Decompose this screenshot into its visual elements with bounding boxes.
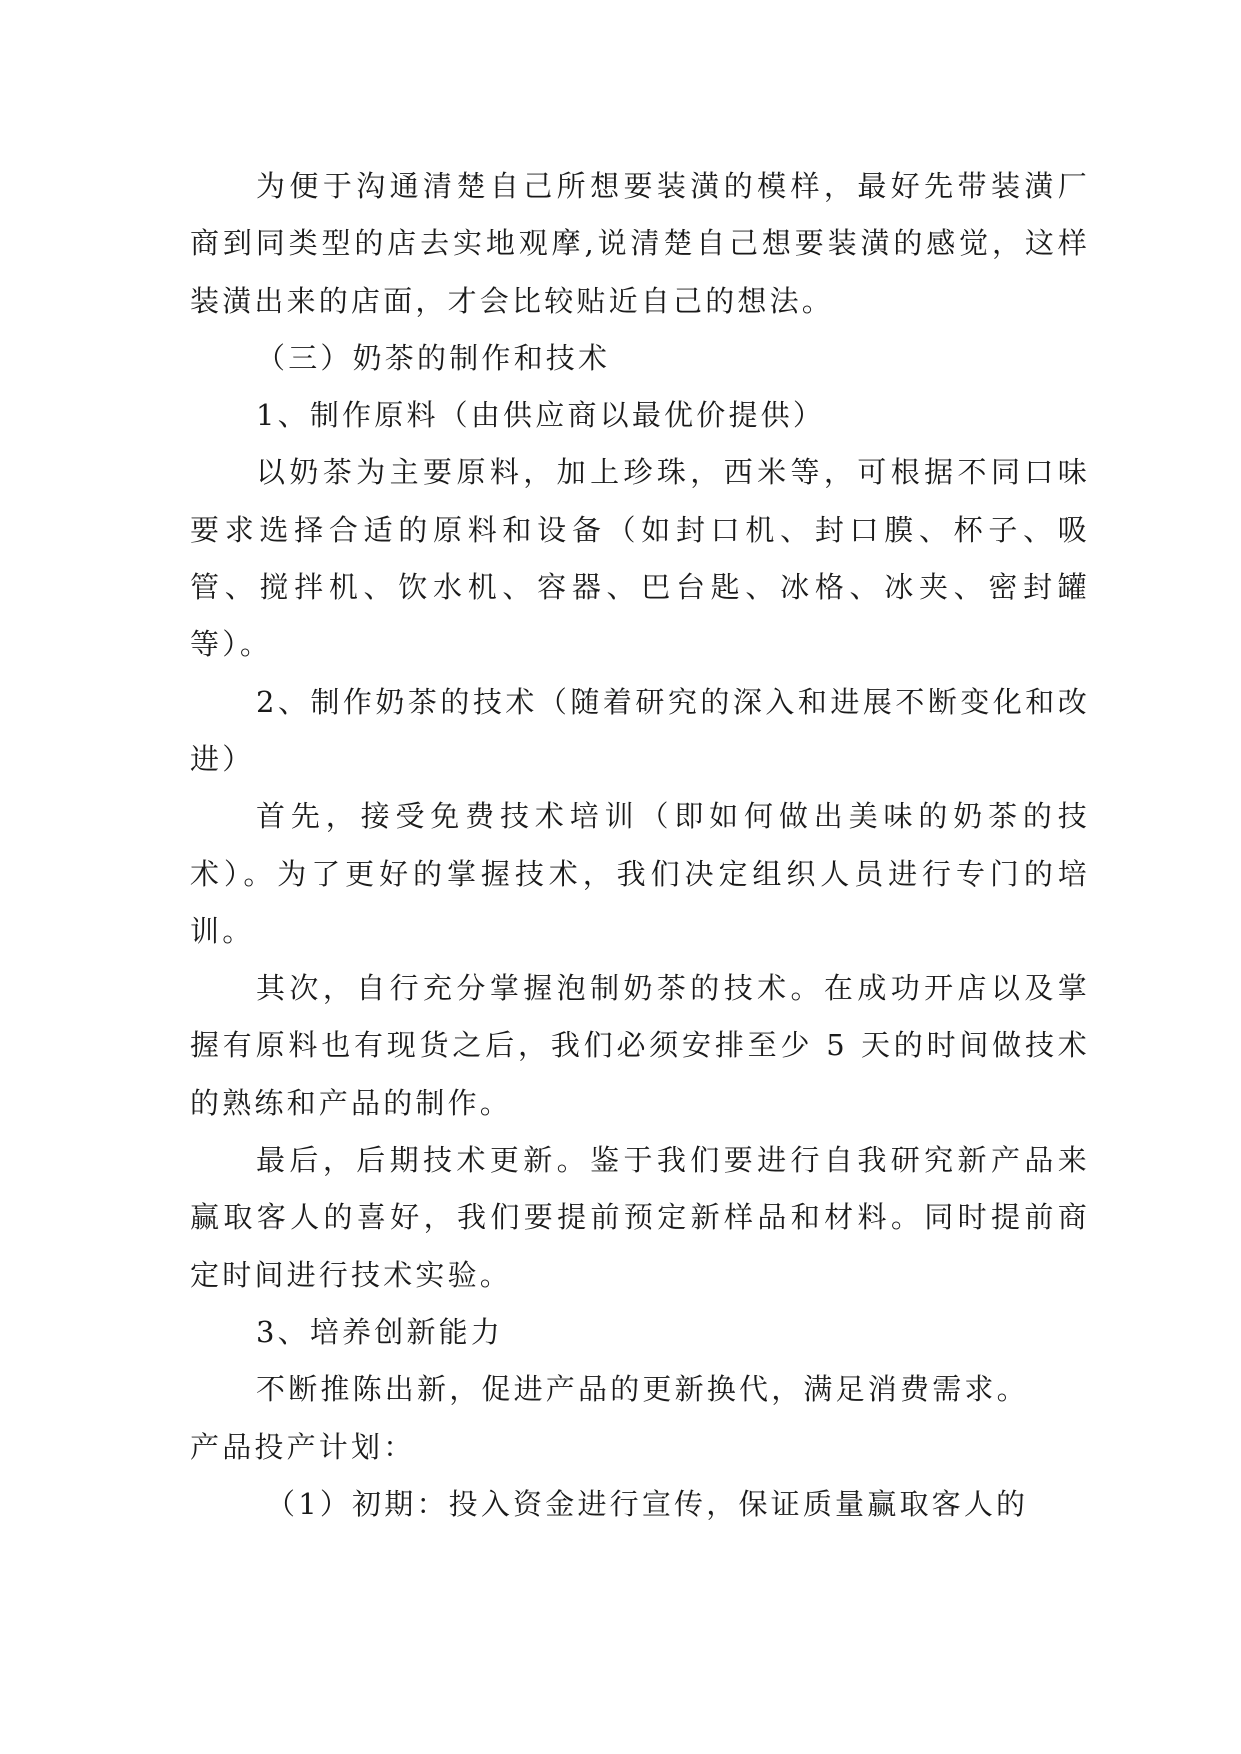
section-heading-milk-tea-production: （三）奶茶的制作和技术 (256, 340, 611, 375)
paragraph-mastery: 其次，自行充分掌握泡制奶茶的技术。在成功开店以及掌握有原料也有现货之后，我们必须安排至少 5 天的时间做技术的熟练和产品的制作。 (190, 971, 1090, 1120)
subheading-innovation: 3、培养创新能力 (256, 1314, 504, 1349)
paragraph-innovation: 不断推陈出新，促进产品的更新换代，满足消费需求。 (256, 1372, 1029, 1407)
subheading-raw-materials: 1、制作原料（由供应商以最优价提供） (256, 398, 826, 433)
list-item-initial-phase: （1）初期：投入资金进行宣传，保证质量赢取客人的 (266, 1486, 1029, 1521)
document-body (190, 158, 1090, 1533)
paragraph-raw-materials: 以奶茶为主要原料，加上珍珠，西米等，可根据不同口味要求选择合适的原料和设备（如封口机、封口膜、杯子、吸管、搅拌机、饮水机、容器、巴台匙、冰格、冰夹、密封罐等）。 (190, 455, 1090, 662)
subheading-production-technique: 2、制作奶茶的技术（随着研究的深入和进展不断变化和改进） (190, 684, 1090, 776)
paragraph-production-plan: 产品投产计划： (190, 1429, 416, 1464)
paragraph-decoration-advice: 为便于沟通清楚自己所想要装潢的模样，最好先带装潢厂商到同类型的店去实地观摩,说清楚自己想要装潢的感觉，这样装潢出来的店面，才会比较贴近自己的想法。 (190, 169, 1090, 318)
paragraph-training: 首先，接受免费技术培训（即如何做出美味的奶茶的技术）。为了更好的掌握技术，我们决定组织人员进行专门的培训。 (190, 799, 1090, 948)
paragraph-updates: 最后，后期技术更新。鉴于我们要进行自我研究新产品来赢取客人的喜好，我们要提前预定新样品和材料。同时提前商定时间进行技术实验。 (190, 1143, 1090, 1292)
